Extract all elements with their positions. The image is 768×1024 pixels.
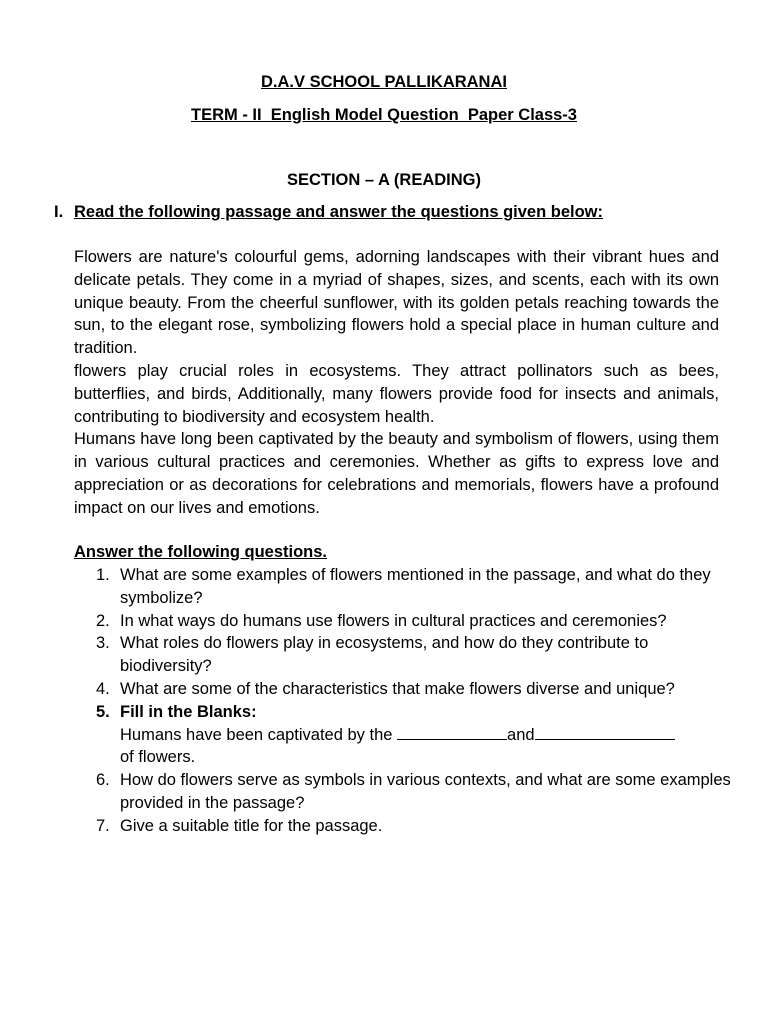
fill-blanks-title: Fill in the Blanks: [120, 702, 257, 721]
fill-blanks-text-after: of flowers. [120, 748, 196, 767]
fill-blanks-text-before: Humans have been captivated by the [120, 725, 398, 744]
fill-in-blanks-item [96, 701, 736, 769]
answer-heading: Answer the following questions. [74, 543, 328, 561]
question-number: 7. [96, 816, 110, 835]
fill-blanks-text-middle: and [507, 725, 535, 744]
question-item [96, 632, 736, 678]
school-name: D.A.V SCHOOL PALLIKARANAI [261, 73, 507, 91]
question-item [96, 678, 736, 701]
question-number: 1. [96, 566, 110, 584]
reading-passage [74, 246, 719, 520]
answer-blank[interactable] [535, 724, 675, 740]
question-number: 3. [96, 634, 110, 653]
passage-paragraph: flowers play crucial roles in ecosystems. They attract pollinators such as bees, butterflies, and birds, Additionally, many flowers provide food for insects and animals, contributing to biodiversity and ecosystem health. [74, 361, 719, 426]
question-item [96, 564, 736, 610]
question-text: What roles do flowers play in ecosystems, and how do they contribute to biodiversity? [120, 634, 649, 676]
question-text: In what ways do humans use flowers in cultural practices and ceremonies? [120, 611, 667, 630]
instruction-number: I. [54, 203, 64, 221]
instruction-text: Read the following passage and answer the questions given below: [74, 203, 604, 221]
question-list [96, 564, 736, 838]
question-item [96, 610, 736, 633]
answer-blank[interactable] [397, 724, 507, 740]
paper-title: TERM - II English Model Question Paper Class-3 [191, 106, 577, 124]
question-text: What are some examples of flowers mentioned in the passage, and what do they symbolize? [120, 566, 711, 607]
reading-instruction [54, 201, 734, 224]
passage-paragraph: Flowers are nature's colourful gems, adorning landscapes with their vibrant hues and delicate petals. They come in a myriad of shapes, sizes, and scents, each with its own unique beauty. From the cheerful sunflower, with its golden petals reaching towards the sun, to the elegant rose, symbolizing flowers hold a special place in human culture and tradition. [74, 248, 719, 358]
question-number: 5. [96, 702, 110, 721]
question-item [96, 815, 736, 838]
question-item [96, 769, 736, 815]
question-text: What are some of the characteristics that make flowers diverse and unique? [120, 679, 675, 698]
question-number: 2. [96, 611, 110, 630]
passage-paragraph: Humans have long been captivated by the beauty and symbolism of flowers, using them in various cultural practices and ceremonies. Whether as gifts to express love and appreciation or as decorations for celebrations and memorials, flowers have a profound impact on our lives and emotions. [74, 430, 719, 517]
question-text: How do flowers serve as symbols in various contexts, and what are some examples provided in the passage? [120, 771, 731, 812]
question-number: 4. [96, 679, 110, 698]
question-number: 6. [96, 771, 110, 790]
section-heading: SECTION – A (READING) [286, 171, 482, 189]
question-text: Give a suitable title for the passage. [120, 816, 383, 835]
